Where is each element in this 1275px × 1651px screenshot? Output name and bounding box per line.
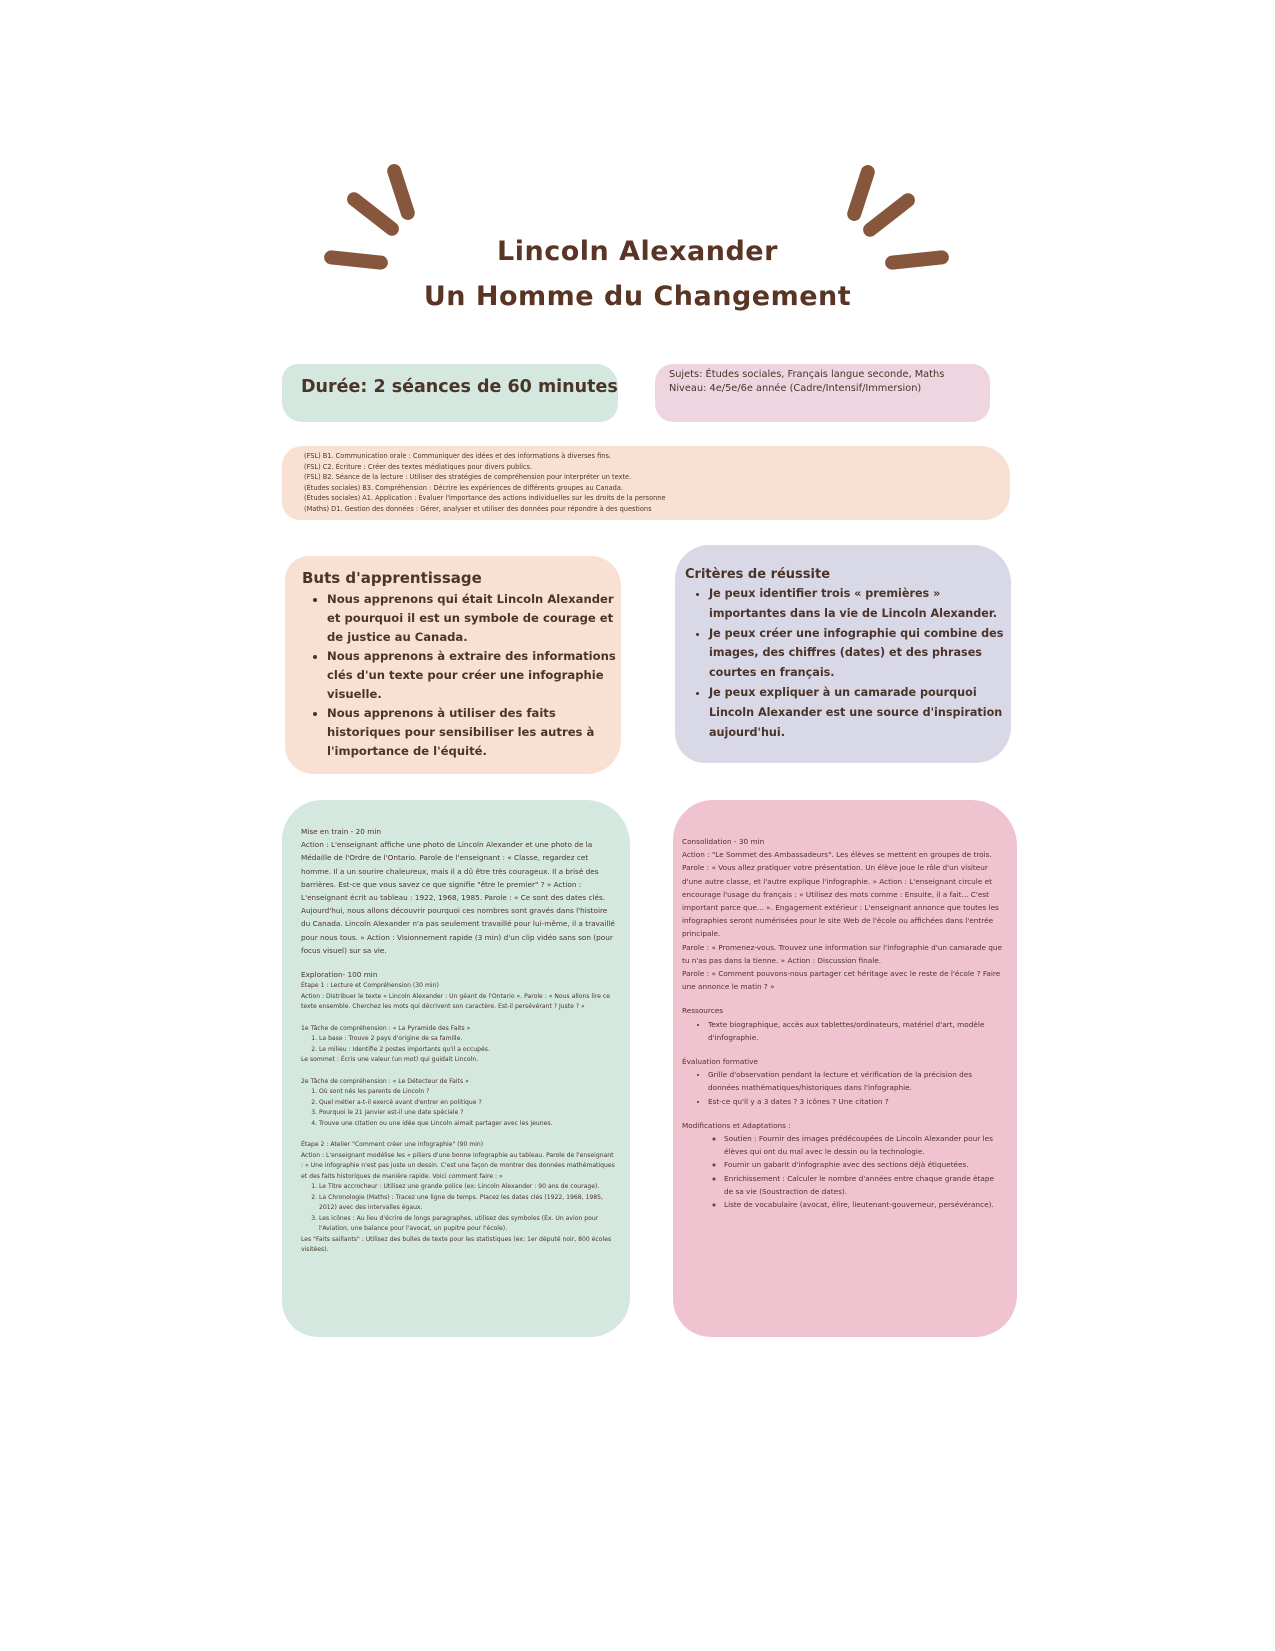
warmup-heading: Mise en train - 20 min	[301, 827, 381, 836]
assessment-item: • Grille d'observation pendant la lecture et vérification de la précision des données mathématiques/historiques dans l'infographie.	[708, 1068, 1003, 1094]
assessment-heading: Évaluation formative	[682, 1057, 759, 1067]
success-criteria-item: • Je peux expliquer à un camarade pourquoi Lincoln Alexander est une source d'inspiration aujourd'hui.	[709, 683, 1011, 742]
expectation-item: (FSL) B1. Communication orale : Communiquer des idées et des informations à diverses fins.	[304, 452, 611, 460]
learning-goal-item: • Nous apprenons à extraire des informations clés d'un texte pour créer une infographie visuelle.	[327, 647, 621, 704]
subjects-text: Sujets: Études sociales, Français langue seconde, Maths	[669, 369, 945, 380]
duration-box: Durée: 2 séances de 60 minutes	[282, 364, 618, 422]
task1-end: Le sommet : Écris une valeur (un mot) qui guidait Lincoln.	[301, 1056, 479, 1064]
task2-item: 4. Trouve une citation ou une idée que Lincoln aimait partager avec les jeunes.	[319, 1119, 616, 1130]
lesson-part-2-box	[673, 800, 1017, 1337]
task1-title: 1e Tâche de compréhension : « La Pyramide des Faits »	[301, 1024, 471, 1032]
step2-end: Les "Faits saillants" : Utilisez des bulles de texte pour les statistiques (ex: 1er député noir, 800 écoles visitées).	[301, 1235, 612, 1254]
task2-item: 1. Où sont nés les parents de Lincoln ?	[319, 1087, 616, 1098]
expectation-item: (Études sociales) B3. Compréhension : Décrire les expériences de différents groupes au Canada.	[304, 483, 623, 492]
modification-item: ◦ Soutien : Fournir des images prédécoupées de Lincoln Alexander pour les élèves qui ont du mal avec le dessin ou la technologie.	[724, 1132, 1003, 1158]
success-criteria-box	[675, 545, 1011, 763]
success-criteria-title: Critères de réussite	[685, 567, 831, 582]
task1-item: 2. Le milieu : Identifie 2 postes importants qu'il a occupés.	[319, 1045, 616, 1056]
task2-item: 2. Quel métier a-t-il exercé avant d'entrer en politique ?	[319, 1098, 616, 1109]
decorative-ray-icon	[344, 189, 401, 238]
subjects-box	[655, 364, 990, 422]
page-title: Lincoln Alexander	[497, 236, 778, 267]
curriculum-expectations-box	[282, 446, 1010, 520]
consolidation-parole: Parole : « Comment pouvons-nous partager cet héritage avec le reste de l'école ? Faire une annonce le matin ? »	[682, 969, 1001, 992]
resource-item: • Texte biographique, accès aux tablettes/ordinateurs, matériel d'art, modèle d'infographie.	[708, 1018, 1003, 1044]
success-criteria-item: • Je peux identifier trois « premières » importantes dans la vie de Lincoln Alexander.	[709, 584, 1011, 624]
lesson-part-1-box	[282, 800, 630, 1337]
step2-title: Étape 2 : Atelier "Comment créer une infographie" (90 min)	[301, 1141, 484, 1149]
modification-item: ◦ Liste de vocabulaire (avocat, élire, lieutenant-gouverneur, persévérance).	[724, 1198, 1003, 1211]
decorative-ray-icon	[845, 163, 876, 222]
step2-item: 1. Le Titre accrocheur : Utilisez une grande police (ex: Lincoln Alexander : 90 ans de courage).	[319, 1182, 616, 1193]
resources-heading: Ressources	[682, 1006, 724, 1016]
expectation-item: (Maths) D1. Gestion des données : Gérer, analyser et utiliser des données pour répondre à des questions	[304, 504, 652, 513]
modification-item: ◦ Enrichissement : Calculer le nombre d'années entre chaque grande étape de sa vie (Soustraction de dates).	[724, 1172, 1003, 1198]
exploration-heading: Exploration- 100 min	[301, 970, 378, 980]
expectation-item: (FSL) C2. Écriture : Créer des textes médiatiques pour divers publics.	[304, 462, 533, 471]
step2-item: 2. La Chronologie (Maths) : Tracez une ligne de temps. Placez les dates clés (1922, 1968, 1985, 2012) avec des intervalles égaux.	[319, 1193, 616, 1214]
learning-goal-item: • Nous apprenons qui était Lincoln Alexander et pourquoi il est un symbole de courage et de justice au Canada.	[327, 590, 621, 647]
step1-title: Étape 1 : Lecture et Compréhension (30 min)	[301, 982, 439, 990]
expectation-item: (FSL) B2. Séance de la lecture : Utiliser des stratégies de compréhension pour interpréter un texte.	[304, 473, 632, 482]
assessment-item: • Est-ce qu'il y a 3 dates ? 3 icônes ? Une citation ?	[708, 1095, 1003, 1108]
warmup-body: Action : L'enseignant affiche une photo de Lincoln Alexander et une photo de la Médaille de l'Ordre de l'Ontario. Parole de l'enseignant : « Classe, regardez cet homme. Il a un sourire chaleureux, mais il a dû être très courageux. Il a brisé des barrières. Est-ce que vous savez ce que signifie "être le premier" ? » Action : L'enseignant écrit au tableau : 1922, 1968, 1985. Parole : « Ce sont des dates clés. Aujourd'hui, nous allons découvrir pourquoi ces nombres sont gravés dans l'histoire du Canada. Lincoln Alexander n'a pas seulement travaillé pour lui-même, il a travaillé pour nous tous. » Action : Visionnement rapide (3 min) d'un clip vidéo sans son (pour focus visuel) sur sa vie.	[301, 840, 615, 955]
learning-goals-title: Buts d'apprentissage	[302, 569, 482, 587]
decorative-ray-icon	[860, 190, 917, 239]
modification-item: ◦ Fournir un gabarit d'infographie avec des sections déjà étiquetées.	[724, 1158, 1003, 1171]
step2-body: Action : L'enseignant modélise les « piliers d'une bonne infographie au tableau. Parole de l'enseignant : « Une infographie n'est pas juste un dessin. C'est une façon de montrer des données mathématiques et des faits historiques de manière rapide. Voici comment faire : »	[301, 1151, 615, 1180]
success-criteria-item: • Je peux créer une infographie qui combine des images, des chiffres (dates) et des phrases courtes en français.	[709, 624, 1011, 683]
expectation-item: (Études sociales) A1. Application : Évaluer l'importance des actions individuelles sur les droits de la personne	[304, 494, 666, 503]
consolidation-heading: Consolidation - 30 min	[682, 837, 765, 846]
task2-title: 2e Tâche de compréhension : « Le Détecteur de Faits »	[301, 1077, 469, 1085]
step1-body: Action : Distribuer le texte « Lincoln Alexander : Un géant de l'Ontario ». Parole : « Nous allons lire ce texte ensemble. Cherchez les mots qui décrivent son caractère. Est-il persévérant ? Juste ? »	[301, 992, 610, 1011]
task2-item: 3. Pourquoi le 21 janvier est-il une date spéciale ?	[319, 1108, 616, 1119]
page-subtitle: Un Homme du Changement	[423, 281, 852, 312]
learning-goals-box	[285, 556, 621, 774]
consolidation-parole: Parole : « Promenez-vous. Trouvez une information sur l'infographie d'un camarade que tu n'as pas dans la tienne. » Action : Discussion finale.	[682, 942, 1002, 965]
step2-item: 3. Les icônes : Au lieu d'écrire de longs paragraphes, utilisez des symboles (Ex. Un avion pour l'Aviation, une balance pour l'avocat, un pupitre pour l'école).	[319, 1214, 616, 1235]
consolidation-body: Action : "Le Sommet des Ambassadeurs". Les élèves se mettent en groupes de trois. Parole : « Vous allez pratiquer votre présentation. Un élève joue le rôle d'un visiteur d'une autre classe, et l'autre explique l'infographie. » Action : L'enseignant circule et encourage l'usage du français : « Utilisez des mots comme : Ensuite, il a fait... C'est important parce que... ». Engagement extérieur : L'enseignant annonce que toutes les infographies seront numérisées pour le site Web de l'école ou affichées dans l'entrée principale.	[682, 850, 999, 939]
decorative-ray-icon	[385, 162, 416, 221]
learning-goal-item: • Nous apprenons à utiliser des faits historiques pour sensibiliser les autres à l'importance de l'équité.	[327, 704, 621, 761]
modifications-heading: Modifications et Adaptations :	[682, 1120, 791, 1130]
level-text: Niveau: 4e/5e/6e année (Cadre/Intensif/Immersion)	[669, 383, 922, 394]
task1-item: 1. La base : Trouve 2 pays d'origine de sa famille.	[319, 1034, 616, 1045]
